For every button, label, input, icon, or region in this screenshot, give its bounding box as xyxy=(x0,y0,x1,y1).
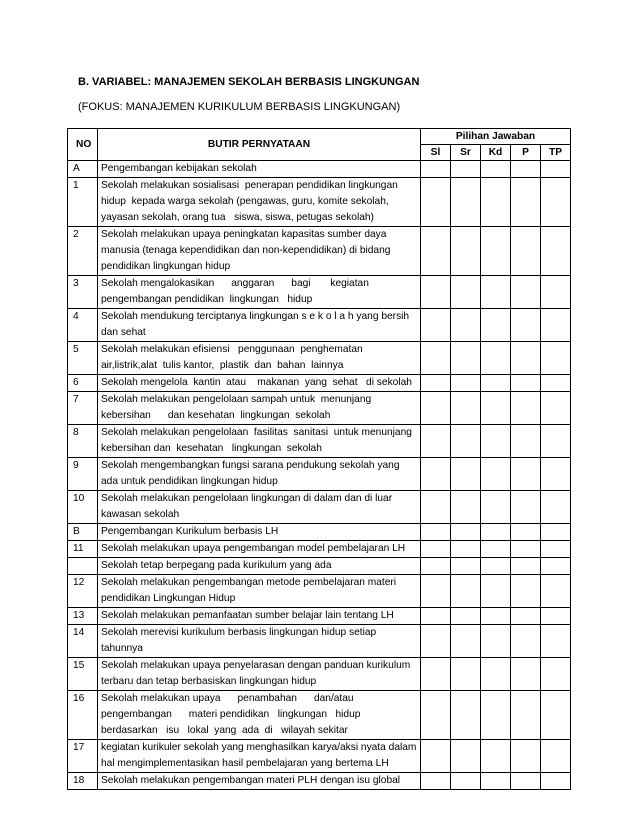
answer-cell-kd[interactable] xyxy=(481,276,511,309)
row-number: 11 xyxy=(68,541,98,558)
answer-cell-sl[interactable] xyxy=(421,740,451,773)
answer-cell-sl[interactable] xyxy=(421,425,451,458)
statement-text: Sekolah melakukan upaya peningkatan kapasitas sumber daya manusia (tenaga kependidikan dan non-kependidikan) di bidang pendidikan lingkungan hidup xyxy=(98,227,421,276)
answer-cell-sr[interactable] xyxy=(451,541,481,558)
statement-text: Sekolah melakukan pengembangan materi PLH dengan isu global xyxy=(98,773,421,790)
answer-cell-p[interactable] xyxy=(511,375,541,392)
answer-cell-tp[interactable] xyxy=(541,458,571,491)
header-row xyxy=(68,129,571,145)
answer-cell-sl[interactable] xyxy=(421,178,451,227)
table-row xyxy=(68,309,571,342)
statement-text: Sekolah mendukung terciptanya lingkungan s e k o l a h yang bersih dan sehat xyxy=(98,309,421,342)
statement-text: Pengembangan Kurikulum berbasis LH xyxy=(98,524,421,541)
answer-cell-sr[interactable] xyxy=(451,375,481,392)
answer-cell-sr[interactable] xyxy=(451,740,481,773)
answer-cell-tp[interactable] xyxy=(541,575,571,608)
answer-cell-kd[interactable] xyxy=(481,491,511,524)
answer-cell-kd[interactable] xyxy=(481,558,511,575)
table-row xyxy=(68,178,571,227)
table-row xyxy=(68,276,571,309)
answer-cell-p[interactable] xyxy=(511,558,541,575)
statement-text: Sekolah melakukan efisiensi penggunaan penghematan air,listrik,alat tulis kantor, plastik dan bahan lainnya xyxy=(98,342,421,375)
answer-cell-sl[interactable] xyxy=(421,227,451,276)
row-number: 18 xyxy=(68,773,98,790)
answer-cell-tp[interactable] xyxy=(541,161,571,178)
answer-cell-p[interactable] xyxy=(511,541,541,558)
row-number: 15 xyxy=(68,658,98,691)
section-subheading: (FOKUS: MANAJEMEN KURIKULUM BERBASIS LINGKUNGAN) xyxy=(78,101,401,113)
answer-cell-kd[interactable] xyxy=(481,392,511,425)
answer-cell-p[interactable] xyxy=(511,227,541,276)
answer-cell-sr[interactable] xyxy=(451,342,481,375)
answer-cell-sl[interactable] xyxy=(421,658,451,691)
answer-cell-tp[interactable] xyxy=(541,392,571,425)
answer-cell-kd[interactable] xyxy=(481,575,511,608)
row-number: A xyxy=(68,161,98,178)
answer-cell-p[interactable] xyxy=(511,625,541,658)
answer-cell-kd[interactable] xyxy=(481,161,511,178)
section-heading: B. VARIABEL: MANAJEMEN SEKOLAH BERBASIS LINGKUNGAN xyxy=(78,76,420,88)
answer-cell-kd[interactable] xyxy=(481,740,511,773)
answer-cell-sr[interactable] xyxy=(451,309,481,342)
answer-cell-sl[interactable] xyxy=(421,375,451,392)
answer-cell-sr[interactable] xyxy=(451,425,481,458)
answer-cell-sr[interactable] xyxy=(451,625,481,658)
row-number: 10 xyxy=(68,491,98,524)
answer-cell-tp[interactable] xyxy=(541,276,571,309)
row-number: 5 xyxy=(68,342,98,375)
answer-cell-p[interactable] xyxy=(511,161,541,178)
table-row xyxy=(68,491,571,524)
statement-text: Sekolah melakukan upaya penyelarasan dengan panduan kurikulum terbaru dan tetap berbasiskan lingkungan hidup xyxy=(98,658,421,691)
answer-cell-tp[interactable] xyxy=(541,541,571,558)
column-header-no: NO xyxy=(68,129,98,161)
table-row xyxy=(68,608,571,625)
answer-cell-tp[interactable] xyxy=(541,625,571,658)
statement-text: Sekolah mengembangkan fungsi sarana pendukung sekolah yang ada untuk pendidikan lingkungan hidup xyxy=(98,458,421,491)
answer-cell-tp[interactable] xyxy=(541,425,571,458)
answer-cell-p[interactable] xyxy=(511,608,541,625)
answer-cell-sr[interactable] xyxy=(451,558,481,575)
answer-cell-kd[interactable] xyxy=(481,541,511,558)
row-number: 1 xyxy=(68,178,98,227)
table-row xyxy=(68,524,571,541)
answer-cell-p[interactable] xyxy=(511,691,541,740)
answer-cell-p[interactable] xyxy=(511,575,541,608)
answer-cell-sl[interactable] xyxy=(421,608,451,625)
statement-text: Sekolah melakukan upaya pengembangan model pembelajaran LH xyxy=(98,541,421,558)
answer-cell-kd[interactable] xyxy=(481,625,511,658)
statement-text: Sekolah melakukan pemanfaatan sumber belajar lain tentang LH xyxy=(98,608,421,625)
answer-cell-sl[interactable] xyxy=(421,161,451,178)
choice-header-tp: TP xyxy=(541,145,571,161)
answer-cell-tp[interactable] xyxy=(541,342,571,375)
answer-cell-sl[interactable] xyxy=(421,575,451,608)
answer-cell-tp[interactable] xyxy=(541,178,571,227)
table-row xyxy=(68,342,571,375)
answer-cell-sr[interactable] xyxy=(451,392,481,425)
answer-cell-tp[interactable] xyxy=(541,658,571,691)
answer-cell-kd[interactable] xyxy=(481,375,511,392)
table-row xyxy=(68,458,571,491)
answer-cell-p[interactable] xyxy=(511,342,541,375)
answer-cell-p[interactable] xyxy=(511,524,541,541)
questionnaire-table xyxy=(67,128,571,790)
answer-cell-kd[interactable] xyxy=(481,458,511,491)
answer-cell-sr[interactable] xyxy=(451,227,481,276)
answer-cell-tp[interactable] xyxy=(541,375,571,392)
statement-text: Sekolah melakukan sosialisasi penerapan pendidikan lingkungan hidup kepada warga sekolah (pengawas, guru, komite sekolah, yayasan sekolah, orang tua siswa, siswa, petugas sekolah) xyxy=(98,178,421,227)
answer-cell-sr[interactable] xyxy=(451,161,481,178)
table-row xyxy=(68,392,571,425)
row-number: 16 xyxy=(68,691,98,740)
answer-cell-tp[interactable] xyxy=(541,740,571,773)
table-row xyxy=(68,658,571,691)
answer-cell-p[interactable] xyxy=(511,773,541,790)
answer-cell-sr[interactable] xyxy=(451,658,481,691)
statement-text: Sekolah mengelola kantin atau makanan yang sehat di sekolah xyxy=(98,375,421,392)
row-number: 4 xyxy=(68,309,98,342)
answer-cell-p[interactable] xyxy=(511,491,541,524)
answer-cell-kd[interactable] xyxy=(481,608,511,625)
statement-text: Sekolah melakukan pengembangan metode pembelajaran materi pendidikan Lingkungan Hidup xyxy=(98,575,421,608)
row-number: 7 xyxy=(68,392,98,425)
table-row xyxy=(68,425,571,458)
answer-cell-tp[interactable] xyxy=(541,558,571,575)
choice-header-kd: Kd xyxy=(481,145,511,161)
answer-cell-kd[interactable] xyxy=(481,309,511,342)
statement-text: Sekolah melakukan pengelolaan lingkungan di dalam dan di luar kawasan sekolah xyxy=(98,491,421,524)
answer-cell-kd[interactable] xyxy=(481,227,511,276)
row-number xyxy=(68,558,98,575)
choice-header-p: P xyxy=(511,145,541,161)
answer-cell-p[interactable] xyxy=(511,425,541,458)
row-number: 13 xyxy=(68,608,98,625)
answer-cell-sr[interactable] xyxy=(451,491,481,524)
statement-text: Sekolah merevisi kurikulum berbasis lingkungan hidup setiap tahunnya xyxy=(98,625,421,658)
table-row xyxy=(68,558,571,575)
row-number: 14 xyxy=(68,625,98,658)
table-row xyxy=(68,773,571,790)
answer-cell-tp[interactable] xyxy=(541,691,571,740)
answer-cell-tp[interactable] xyxy=(541,608,571,625)
answer-cell-sr[interactable] xyxy=(451,276,481,309)
statement-text: Sekolah melakukan upaya penambahan dan/atau pengembangan materi pendidikan lingkungan hidup berdasarkan isu lokal yang ada di wilayah sekitar xyxy=(98,691,421,740)
answer-cell-tp[interactable] xyxy=(541,773,571,790)
statement-text: Pengembangan kebijakan sekolah xyxy=(98,161,421,178)
statement-text: Sekolah melakukan pengelolaan fasilitas sanitasi untuk menunjang kebersihan dan kesehatan lingkungan sekolah xyxy=(98,425,421,458)
answer-cell-kd[interactable] xyxy=(481,658,511,691)
answer-cell-tp[interactable] xyxy=(541,309,571,342)
row-number: 9 xyxy=(68,458,98,491)
row-number: 17 xyxy=(68,740,98,773)
answer-cell-sl[interactable] xyxy=(421,276,451,309)
answer-cell-p[interactable] xyxy=(511,740,541,773)
table-row xyxy=(68,625,571,658)
answer-cell-kd[interactable] xyxy=(481,178,511,227)
row-number: 2 xyxy=(68,227,98,276)
answer-cell-kd[interactable] xyxy=(481,425,511,458)
row-number: 8 xyxy=(68,425,98,458)
table-row xyxy=(68,375,571,392)
row-number: 6 xyxy=(68,375,98,392)
answer-cell-tp[interactable] xyxy=(541,491,571,524)
answer-cell-kd[interactable] xyxy=(481,524,511,541)
answer-cell-sl[interactable] xyxy=(421,625,451,658)
answer-cell-kd[interactable] xyxy=(481,773,511,790)
answer-cell-sl[interactable] xyxy=(421,458,451,491)
answer-cell-sr[interactable] xyxy=(451,178,481,227)
answer-cell-sl[interactable] xyxy=(421,342,451,375)
choice-header-sl: Sl xyxy=(421,145,451,161)
table-row xyxy=(68,227,571,276)
answer-cell-p[interactable] xyxy=(511,309,541,342)
answer-cell-sl[interactable] xyxy=(421,491,451,524)
answer-cell-sr[interactable] xyxy=(451,608,481,625)
column-header-statement: BUTIR PERNYATAAN xyxy=(98,129,421,161)
table-row xyxy=(68,161,571,178)
answer-cell-sr[interactable] xyxy=(451,524,481,541)
answer-cell-sl[interactable] xyxy=(421,773,451,790)
statement-text: kegiatan kurikuler sekolah yang menghasilkan karya/aksi nyata dalam hal mengimplementasikan hasil pembelajaran yang bertema LH xyxy=(98,740,421,773)
table-row xyxy=(68,541,571,558)
answer-cell-sr[interactable] xyxy=(451,458,481,491)
answer-cell-sl[interactable] xyxy=(421,392,451,425)
answer-cell-sr[interactable] xyxy=(451,773,481,790)
statement-text: Sekolah mengalokasikan anggaran bagi kegiatan pengembangan pendidikan lingkungan hidup xyxy=(98,276,421,309)
answer-cell-p[interactable] xyxy=(511,276,541,309)
answer-cell-tp[interactable] xyxy=(541,524,571,541)
answer-cell-sr[interactable] xyxy=(451,691,481,740)
answer-cell-sl[interactable] xyxy=(421,541,451,558)
answer-cell-sr[interactable] xyxy=(451,575,481,608)
statement-text: Sekolah melakukan pengelolaan sampah untuk menunjang kebersihan dan kesehatan lingkungan sekolah xyxy=(98,392,421,425)
answer-cell-tp[interactable] xyxy=(541,227,571,276)
answer-cell-sl[interactable] xyxy=(421,691,451,740)
table-row xyxy=(68,575,571,608)
answer-cell-p[interactable] xyxy=(511,658,541,691)
answer-cell-sl[interactable] xyxy=(421,524,451,541)
answer-cell-p[interactable] xyxy=(511,458,541,491)
table-row xyxy=(68,691,571,740)
choice-header-sr: Sr xyxy=(451,145,481,161)
row-number: 3 xyxy=(68,276,98,309)
row-number: B xyxy=(68,524,98,541)
answer-cell-p[interactable] xyxy=(511,178,541,227)
column-header-choices: Pilihan Jawaban xyxy=(421,129,571,145)
statement-text: Sekolah tetap berpegang pada kurikulum yang ada xyxy=(98,558,421,575)
answer-cell-sl[interactable] xyxy=(421,309,451,342)
answer-cell-p[interactable] xyxy=(511,392,541,425)
table-row xyxy=(68,740,571,773)
row-number: 12 xyxy=(68,575,98,608)
answer-cell-kd[interactable] xyxy=(481,691,511,740)
answer-cell-sl[interactable] xyxy=(421,558,451,575)
answer-cell-kd[interactable] xyxy=(481,342,511,375)
